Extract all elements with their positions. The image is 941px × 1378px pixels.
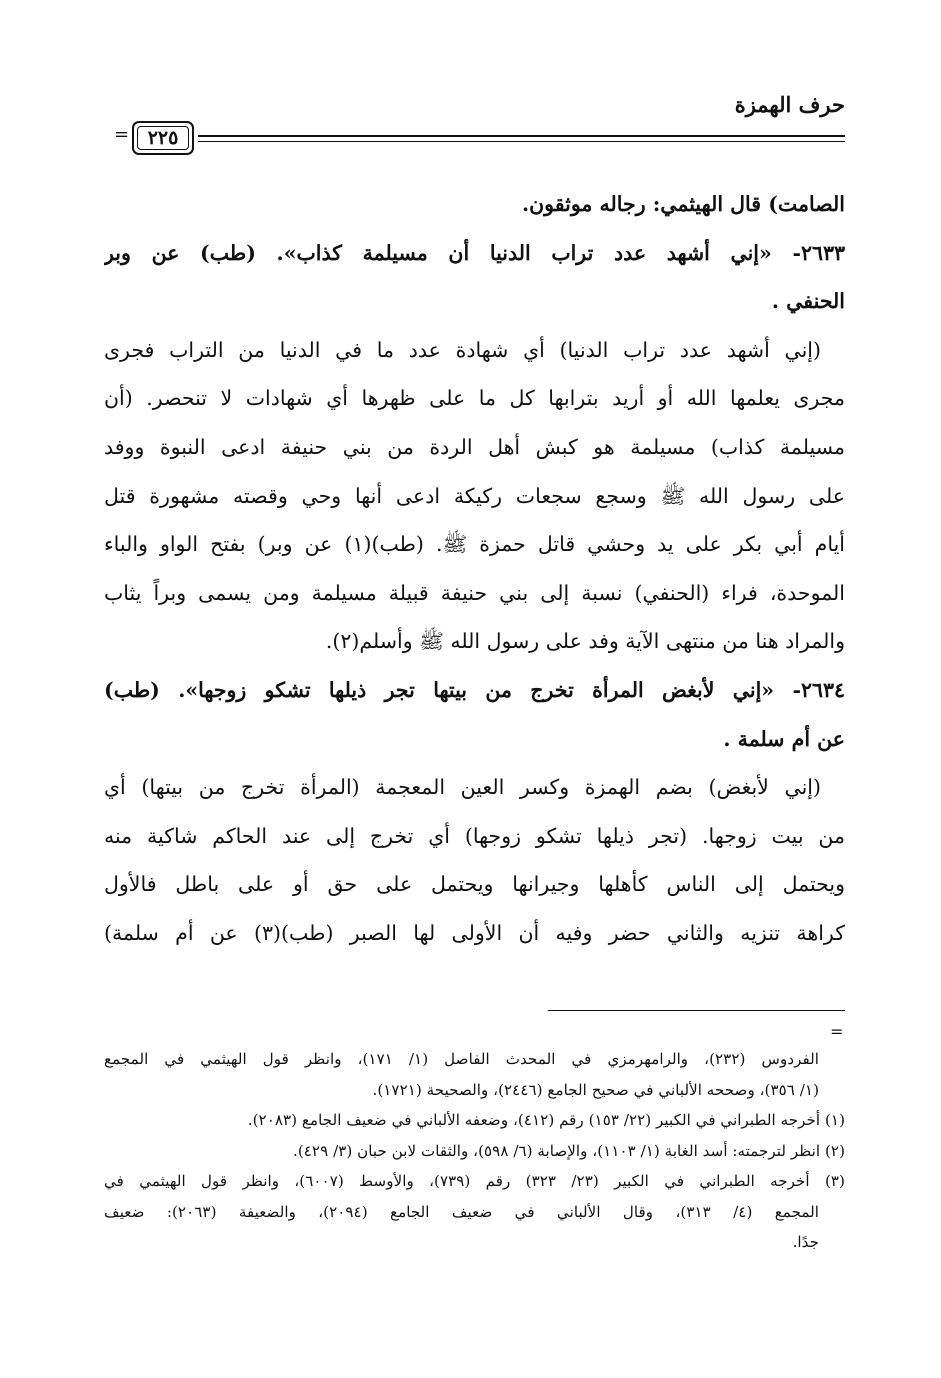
body-line: عن أم سلمة . <box>723 726 845 751</box>
footnote-2: (٢) انظر لترجمته: أسد الغابة (١/ ١١٠٣)، والإصابة (٦/ ٥٩٨)، والثقات لابن حبان (٣/ ٤٢٩). <box>293 1141 845 1160</box>
commentary-line: أيام أبي بكر على يد وحشي قاتل حمزة ﷺ. (طب)(١) عن وبر) بفتح الواو والباء <box>104 532 845 557</box>
hadith-2634-line: ٢٦٣٤- «إني لأبغض المرأة تخرج من بيتها تجر ذيلها تشكو زوجها». (طب) <box>104 677 845 702</box>
footnotes <box>104 1044 845 1258</box>
page-number: ٢٢٥ <box>147 127 179 149</box>
body-line: الصامت) قال الهيثمي: رجاله موثقون. <box>521 192 845 216</box>
footnote-line: (١/ ٣٥٦)، وصححه الألباني في صحيح الجامع (٢٤٤٦)، والصحيحة (١٧٢١). <box>372 1080 819 1099</box>
header-rule-top <box>198 135 845 137</box>
header-rule-bottom <box>198 141 845 142</box>
hadith-2633-line: ٢٦٣٣- «إني أشهد عدد تراب الدنيا أن مسيلمة كذاب». (طب) عن وبر <box>104 240 845 265</box>
running-title: حرف الهمزة <box>734 92 845 117</box>
body-line: الحنفي . <box>771 289 845 314</box>
commentary-line: مجرى يعلمها الله أو أريد بترابها كل ما على ظهرها أي شهادات لا تنحصر. (أن <box>104 386 845 411</box>
page-number-frame <box>132 121 194 155</box>
header-dash: = <box>114 124 130 145</box>
commentary-line: مسيلمة كذاب) مسيلمة هو كبش أهل الردة من بني حنيفة ادعى النبوة ووفد <box>104 434 845 459</box>
footnote-line: الفردوس (٢٣٢)، والرامهرمزي في المحدث الفاصل (١/ ١٧١)، وانظر قول الهيثمي في المجمع <box>104 1050 819 1068</box>
footnote-1: (١) أخرجه الطبراني في الكبير (٢٢/ ١٥٣) رقم (٤١٢)، وضعفه الألباني في ضعيف الجامع (٢٠٨٣). <box>247 1111 845 1129</box>
footnote-continuation-mark: = <box>830 1022 844 1041</box>
commentary-line: على رسول الله ﷺ وسجع سجعات ركيكة ادعى أنها وحي وقصته مشهورة قتل <box>104 483 845 508</box>
commentary-line: والمراد هنا من منتهى الآية وفد على رسول الله ﷺ وأسلم(٢). <box>325 629 845 654</box>
footnote-separator <box>548 1010 845 1011</box>
commentary-line: (إني أشهد عدد تراب الدنيا) أي شهادة عدد ما في الدنيا من التراب فجرى <box>104 337 821 362</box>
commentary-line: ويحتمل إلى الناس كأهلها وجيرانها ويحتمل على حق أو على باطل فالأول <box>104 872 845 897</box>
commentary-line: كراهة تنزيه والثاني حضر وفيه أن الأولى لها الصبر (طب)(٣) عن أم سلمة) <box>104 920 845 945</box>
commentary-line: الموحدة، فراء (الحنفي) نسبة إلى بني حنيفة قبيلة مسيلمة ومن يسمى وبراً يثاب <box>104 580 845 605</box>
commentary-line: من بيت زوجها. (تجر ذيلها تشكو زوجها) أي تخرج إلى عند الحاكم شاكية منه <box>104 823 845 848</box>
footnote-line: جدًا. <box>792 1233 819 1251</box>
footnote-line: المجمع (٤/ ٣١٣)، وقال الألباني في ضعيف الجامع (٢٠٩٤)، والضعيفة (٢٠٦٣): ضعيف <box>104 1202 819 1221</box>
main-text <box>104 180 845 958</box>
commentary-line: (إني لأبغض) بضم الهمزة وكسر العين المعجمة (المرأة تخرج من بيتها) أي <box>104 775 821 800</box>
footnote-3: (٣) أخرجه الطبراني في الكبير (٢٣/ ٣٢٣) رقم (٧٣٩)، والأوسط (٦٠٠٧)، وانظر قول الهيثمي في <box>104 1172 845 1190</box>
